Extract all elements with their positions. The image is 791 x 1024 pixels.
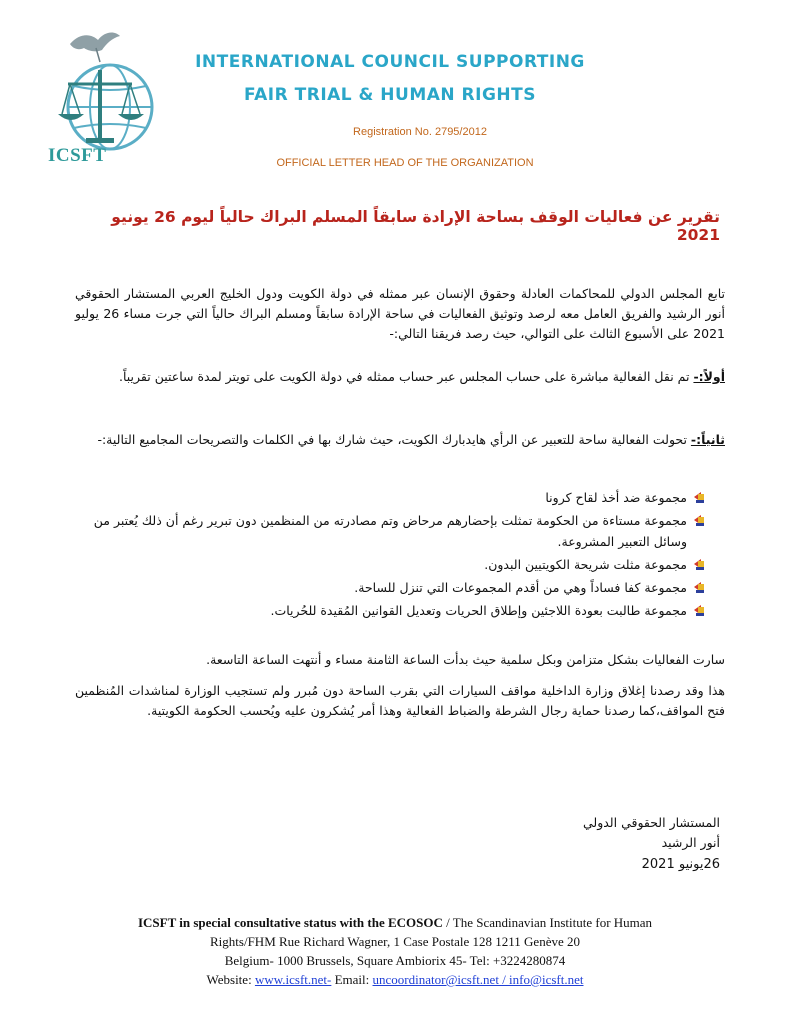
- closing-paragraph: هذا وقد رصدنا إغلاق وزارة الداخلية مواقف السيارات التي بقرب الساحة دون مُبرر ولم تستجيب الوزارة لمناشدات المُنظمين فتح المواقف،كما رصدنا حماية رجال الشرطة والضباط الفعالية وهذا أمر يُشكرون عليه ويُحسب الحكومة الكويتية.: [75, 683, 725, 718]
- signature-date: 26يونيو 2021: [641, 857, 720, 872]
- letterhead-label: OFFICIAL LETTER HEAD OF THE ORGANIZATION: [276, 157, 534, 169]
- group-text: مجموعة ضد أخذ لقاح كرونا: [545, 490, 687, 505]
- arrow-bullet-icon: [694, 492, 705, 503]
- org-name-line2: FAIR TRIAL & HUMAN RIGHTS: [243, 85, 536, 105]
- second-point-label: ثانياً:-: [690, 432, 725, 447]
- intro-paragraph: تابع المجلس الدولي للمحاكمات العادلة وحقوق الإنسان عبر ممثله في دولة الكويت ودول الخليج العربي المستشار الحقوقي أنور الرشيد والفريق العامل معه لرصد وتوثيق الفعاليات في ساحة الإرادة سابقاً ومسلم البراك حالياً التي جرت مساء 26 يوليو 2021 على الأسبوع الثالث على التوالي، حيث رصد فريقنا التالي:-: [75, 286, 725, 341]
- group-text: مجموعة مثلت شريحة الكويتيين البدون.: [484, 557, 687, 572]
- footer-line3: Belgium- 1000 Brussels, Square Ambiorix 45- Tel: +3224280874: [224, 953, 566, 968]
- arrow-bullet-icon: [694, 515, 705, 526]
- report-title: تقرير عن فعاليات الوقف بساحة الإرادة سابقاً المسلم البراك حالياً ليوم 26 يونيو 2021: [111, 208, 720, 244]
- group-text: مجموعة مستاءة من الحكومة تمثلت بإحضارهم مرحاض وتم مصادرته من المنظمين دون تبرير رغم أن ذلك يُعتبر من وسائل التعبير المشروعة.: [93, 513, 687, 549]
- list-item: [75, 577, 705, 598]
- group-text: مجموعة طالبت بعودة اللاجئين وإطلاق الحريات وتعديل القوانين المُقيدة للحُريات.: [270, 603, 687, 618]
- group-text: مجموعة كفا فساداً وهي من أقدم المجموعات التي تنزل للساحة.: [354, 580, 687, 595]
- peaceful-paragraph: سارت الفعاليات بشكل متزامن وبكل سلمية حيث بدأت الساعة الثامنة مساء و أنتهت الساعة التاسعة.: [206, 652, 725, 667]
- registration-number: Registration No. 2795/2012: [353, 126, 487, 138]
- list-item: [75, 600, 705, 621]
- email-label: Email:: [331, 972, 373, 987]
- email-links[interactable]: uncoordinator@icsft.net / info@icsft.net: [372, 972, 584, 987]
- second-point: [75, 430, 725, 450]
- groups-list: [75, 487, 705, 623]
- first-point-label: أولاً:-: [693, 369, 725, 384]
- second-point-text: تحولت الفعالية ساحة للتعبير عن الرأي هايدبارك الكويت، حيث شارك بها في الكلمات والتصريحات المجاميع التالية:-: [97, 432, 691, 447]
- website-link[interactable]: www.icsft.net-: [254, 972, 332, 987]
- footer-line2: Rights/FHM Rue Richard Wagner, 1 Case Postale 128 1211 Genève 20: [210, 934, 580, 949]
- website-label: Website:: [206, 972, 255, 987]
- first-point: [75, 367, 725, 387]
- list-item: [75, 510, 705, 552]
- arrow-bullet-icon: [694, 582, 705, 593]
- footer-institute: / The Scandinavian Institute for Human: [442, 915, 653, 930]
- arrow-bullet-icon: [694, 605, 705, 616]
- list-item: [75, 554, 705, 575]
- footer-status: ICSFT in special consultative status with the ECOSOC: [137, 915, 443, 930]
- footer-contacts: [60, 970, 730, 989]
- logo-text: ICSFT: [48, 145, 107, 166]
- arrow-bullet-icon: [694, 559, 705, 570]
- footer-line1: [60, 913, 730, 932]
- signature-name: أنور الرشيد: [661, 835, 720, 850]
- signature-role: المستشار الحقوقي الدولي: [582, 815, 720, 830]
- first-point-text: تم نقل الفعالية مباشرة على حساب المجلس عبر حساب ممثله في دولة الكويت على تويتر لمدة ساعتين تقريباً.: [119, 369, 694, 384]
- list-item: [75, 487, 705, 508]
- org-name-line1: INTERNATIONAL COUNCIL SUPPORTING: [195, 52, 585, 72]
